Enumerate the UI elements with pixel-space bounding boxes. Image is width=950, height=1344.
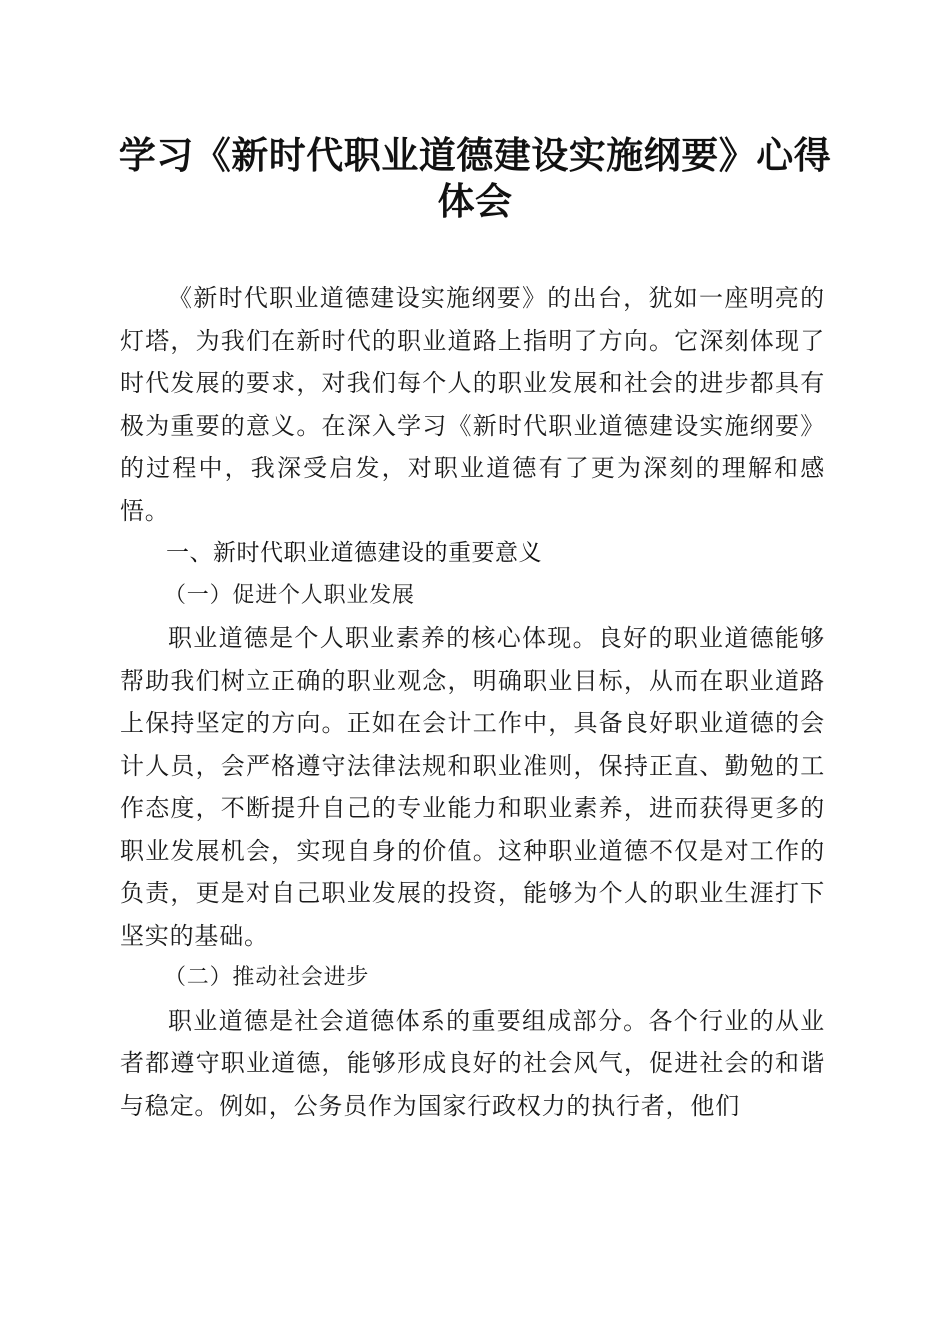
section-heading-significance: 一、新时代职业道德建设的重要意义 [166, 540, 542, 566]
paragraph-personal-development: 职业道德是个人职业素养的核心体现。良好的职业道德能够帮助我们树立正确的职业观念，明确职业目标，从而在职业道路上保持坚定的方向。正如在会计工作中，具备良好职业道德的会计人员，会严格遵守法律法规和职业准则，保持正直、勤勉的工作态度，不断提升自己的专业能力和职业素养，进而获得更多的职业发展机会，实现自身的价值。这种职业道德不仅是对工作的负责，更是对自己职业发展的投资，能够为个人的职业生涯打下坚实的基础。 [120, 624, 825, 950]
subsection-heading-personal-development: （一）促进个人职业发展 [164, 582, 415, 608]
document-body [120, 277, 825, 1127]
intro-paragraph: 《新时代职业道德建设实施纲要》的出台，犹如一座明亮的灯塔，为我们在新时代的职业道路上指明了方向。它深刻体现了时代发展的要求，对我们每个人的职业发展和社会的进步都具有极为重要的意义。在深入学习《新时代职业道德建设实施纲要》的过程中，我深受启发，对职业道德有了更为深刻的理解和感悟。 [120, 284, 825, 525]
paragraph-social-progress: 职业道德是社会道德体系的重要组成部分。各个行业的从业者都遵守职业道德，能够形成良好的社会风气，促进社会的和谐与稳定。例如，公务员作为国家行政权力的执行者，他们 [120, 1006, 825, 1120]
document-title: 学习《新时代职业道德建设实施纲要》心得体会 [118, 133, 832, 223]
subsection-heading-social-progress: （二）推动社会进步 [164, 965, 370, 990]
